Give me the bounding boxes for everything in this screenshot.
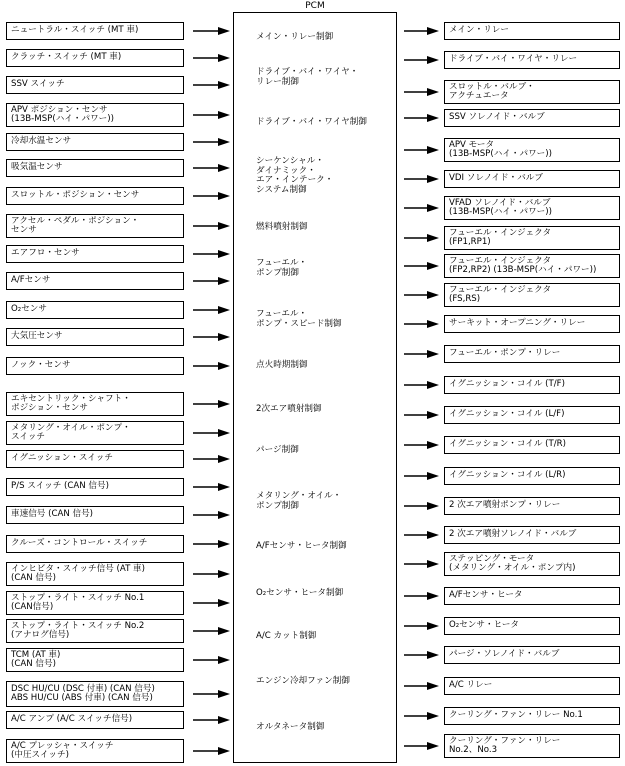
input-arrow-arrowhead xyxy=(218,222,230,230)
output-box: イグニッション・コイル (T/R) xyxy=(444,436,620,454)
input-box: APV ポジション・センサ (13B-MSP(ハイ・パワー)) xyxy=(6,103,184,127)
output-arrow-arrowhead xyxy=(427,622,439,630)
output-box: イグニッション・コイル (L/F) xyxy=(444,406,620,424)
output-box: スロットル・バルブ・ アクチュエータ xyxy=(444,80,620,104)
pcm-function: フューエル・ ポンプ制御 xyxy=(256,258,308,278)
output-box: サーキット・オープニング・リレー xyxy=(444,315,620,333)
input-arrow-arrowhead xyxy=(218,570,230,578)
input-arrow-arrowhead xyxy=(218,627,230,635)
output-box: フューエル・インジェクタ (FP1,RP1) xyxy=(444,226,620,250)
pcm-function: メタリング・オイル・ ポンプ制御 xyxy=(256,491,342,511)
output-box: イグニッション・コイル (T/F) xyxy=(444,376,620,394)
output-box: クーリング・ファン・リレー No.1 xyxy=(444,707,620,725)
output-box: 2 次エア噴射ソレノイド・バルブ xyxy=(444,526,620,544)
input-arrow-arrowhead xyxy=(218,250,230,258)
output-arrow-arrowhead xyxy=(427,27,439,35)
input-arrow-arrowhead xyxy=(218,599,230,607)
pcm-function: フューエル・ ポンプ・スピード制御 xyxy=(256,309,342,329)
input-arrow-arrowhead xyxy=(218,306,230,314)
output-arrow-arrowhead xyxy=(427,531,439,539)
output-box: ステッピング・モータ (メタリング・オイル・ポンプ内) xyxy=(444,552,620,576)
input-box: インヒビタ・スイッチ信号 (AT 車) (CAN 信号) xyxy=(6,562,184,586)
output-arrow-arrowhead xyxy=(427,175,439,183)
output-arrow-arrowhead xyxy=(427,262,439,270)
output-arrow-arrowhead xyxy=(427,742,439,750)
pcm-function: A/Fセンサ・ヒータ制御 xyxy=(256,541,347,551)
input-box: O₂センサ xyxy=(6,301,184,319)
output-arrow-arrowhead xyxy=(427,592,439,600)
output-arrow-arrowhead xyxy=(427,560,439,568)
input-arrow-arrowhead xyxy=(218,81,230,89)
input-arrow-arrowhead xyxy=(218,455,230,463)
output-arrow-arrowhead xyxy=(427,472,439,480)
input-box: エアフロ・センサ xyxy=(6,245,184,263)
output-arrow-arrowhead xyxy=(427,502,439,510)
output-arrow-arrowhead xyxy=(427,651,439,659)
input-box: クラッチ・スイッチ (MT 車) xyxy=(6,49,184,67)
input-arrow-arrowhead xyxy=(218,138,230,146)
output-arrow-arrowhead xyxy=(427,411,439,419)
output-arrow-arrowhead xyxy=(427,56,439,64)
input-arrow-arrowhead xyxy=(218,540,230,548)
input-box: SSV スイッチ xyxy=(6,76,184,94)
output-box: メイン・リレー xyxy=(444,22,620,40)
input-arrow-arrowhead xyxy=(218,690,230,698)
output-arrow-arrowhead xyxy=(427,712,439,720)
output-box: A/Fセンサ・ヒータ xyxy=(444,587,620,605)
pcm-title: PCM xyxy=(305,1,325,11)
pcm-function: ドライブ・バイ・ワイヤ制御 xyxy=(256,117,367,127)
output-box: フューエル・ポンプ・リレー xyxy=(444,345,620,363)
input-box: ストップ・ライト・スイッチ No.2 (アナログ信号) xyxy=(6,619,184,643)
input-arrow-arrowhead xyxy=(218,511,230,519)
pcm-function: シーケンシャル・ ダイナミック・ エア・インテーク・ システム制御 xyxy=(256,156,334,195)
input-box: 車速信号 (CAN 信号) xyxy=(6,506,184,524)
output-arrow-arrowhead xyxy=(427,682,439,690)
output-box: A/C リレー xyxy=(444,677,620,695)
output-arrow-arrowhead xyxy=(427,88,439,96)
output-arrow-arrowhead xyxy=(427,320,439,328)
output-box: クーリング・ファン・リレー No.2、No.3 xyxy=(444,734,620,758)
pcm-function: O₂センサ・ヒータ制御 xyxy=(256,588,344,598)
output-arrow-arrowhead xyxy=(427,441,439,449)
output-box: O₂センサ・ヒータ xyxy=(444,617,620,635)
output-arrow-arrowhead xyxy=(427,350,439,358)
input-box: DSC HU/CU (DSC 付車) (CAN 信号) ABS HU/CU (ABS 付車) (CAN 信号) xyxy=(6,681,184,707)
input-box: スロットル・ポジション・センサ xyxy=(6,187,184,205)
input-box: ニュートラル・スイッチ (MT 車) xyxy=(6,22,184,40)
input-arrow-arrowhead xyxy=(218,483,230,491)
output-box: SSV ソレノイド・バルブ xyxy=(444,109,620,127)
input-box: エキセントリック・シャフト・ ポジション・センサ xyxy=(6,392,184,416)
input-arrow-arrowhead xyxy=(218,192,230,200)
input-arrow-arrowhead xyxy=(218,400,230,408)
pcm-function: A/C カット制御 xyxy=(256,631,317,641)
input-box: クルーズ・コントロール・スイッチ xyxy=(6,535,184,553)
input-arrow-arrowhead xyxy=(218,27,230,35)
input-arrow-arrowhead xyxy=(218,429,230,437)
pcm-function: オルタネータ制御 xyxy=(256,722,325,732)
input-box: ストップ・ライト・スイッチ No.1 (CAN信号) xyxy=(6,591,184,615)
input-arrow-arrowhead xyxy=(218,164,230,172)
pcm-function: 2次エア噴射制御 xyxy=(256,404,322,414)
output-arrow-arrowhead xyxy=(427,204,439,212)
output-box: フューエル・インジェクタ (FS,RS) xyxy=(444,283,620,307)
input-box: TCM (AT 車) (CAN 信号) xyxy=(6,648,184,672)
input-arrow-arrowhead xyxy=(218,277,230,285)
output-box: VDI ソレノイド・バルブ xyxy=(444,170,620,188)
input-box: 吸気温センサ xyxy=(6,159,184,177)
pcm-function: パージ制御 xyxy=(256,445,299,455)
output-box: パージ・ソレノイド・バルブ xyxy=(444,646,620,664)
output-arrow-arrowhead xyxy=(427,381,439,389)
input-box: P/S スイッチ (CAN 信号) xyxy=(6,478,184,496)
output-arrow-arrowhead xyxy=(427,146,439,154)
pcm-function: ドライブ・バイ・ワイヤ・ リレー制御 xyxy=(256,67,359,87)
input-arrow-arrowhead xyxy=(218,656,230,664)
input-box: アクセル・ペダル・ポジション・ センサ xyxy=(6,214,184,238)
output-box: フューエル・インジェクタ (FP2,RP2) (13B-MSP(ハイ・パワー)) xyxy=(444,254,620,278)
input-arrow-arrowhead xyxy=(218,716,230,724)
output-arrow-arrowhead xyxy=(427,291,439,299)
output-box: VFAD ソレノイド・バルブ (13B-MSP(ハイ・パワー)) xyxy=(444,196,620,220)
output-box: イグニッション・コイル (L/R) xyxy=(444,467,620,485)
input-box: メタリング・オイル・ポンプ・ スイッチ xyxy=(6,421,184,445)
pcm-function: メイン・リレー制御 xyxy=(256,32,334,42)
input-box: イグニッション・スイッチ xyxy=(6,450,184,468)
pcm-function: 燃料噴射制御 xyxy=(256,222,308,232)
input-box: ノック・センサ xyxy=(6,357,184,375)
input-arrow-arrowhead xyxy=(218,333,230,341)
output-arrow-arrowhead xyxy=(427,234,439,242)
input-box: A/C アンプ (A/C スイッチ信号) xyxy=(6,711,184,729)
input-arrow-arrowhead xyxy=(218,362,230,370)
input-arrow-arrowhead xyxy=(218,54,230,62)
input-arrow-arrowhead xyxy=(218,747,230,755)
output-arrow-arrowhead xyxy=(427,114,439,122)
pcm-function: 点火時期制御 xyxy=(256,360,308,370)
input-box: 大気圧センサ xyxy=(6,328,184,346)
output-box: 2 次エア噴射ポンプ・リレー xyxy=(444,497,620,515)
output-box: APV モータ (13B-MSP(ハイ・パワー)) xyxy=(444,138,620,162)
input-arrow-arrowhead xyxy=(218,111,230,119)
input-box: 冷却水温センサ xyxy=(6,133,184,151)
input-box: A/Fセンサ xyxy=(6,272,184,290)
output-box: ドライブ・バイ・ワイヤ・リレー xyxy=(444,51,620,69)
pcm-function: エンジン冷却ファン制御 xyxy=(256,676,350,686)
input-box: A/C プレッシャ・スイッチ (中圧スイッチ) xyxy=(6,739,184,763)
